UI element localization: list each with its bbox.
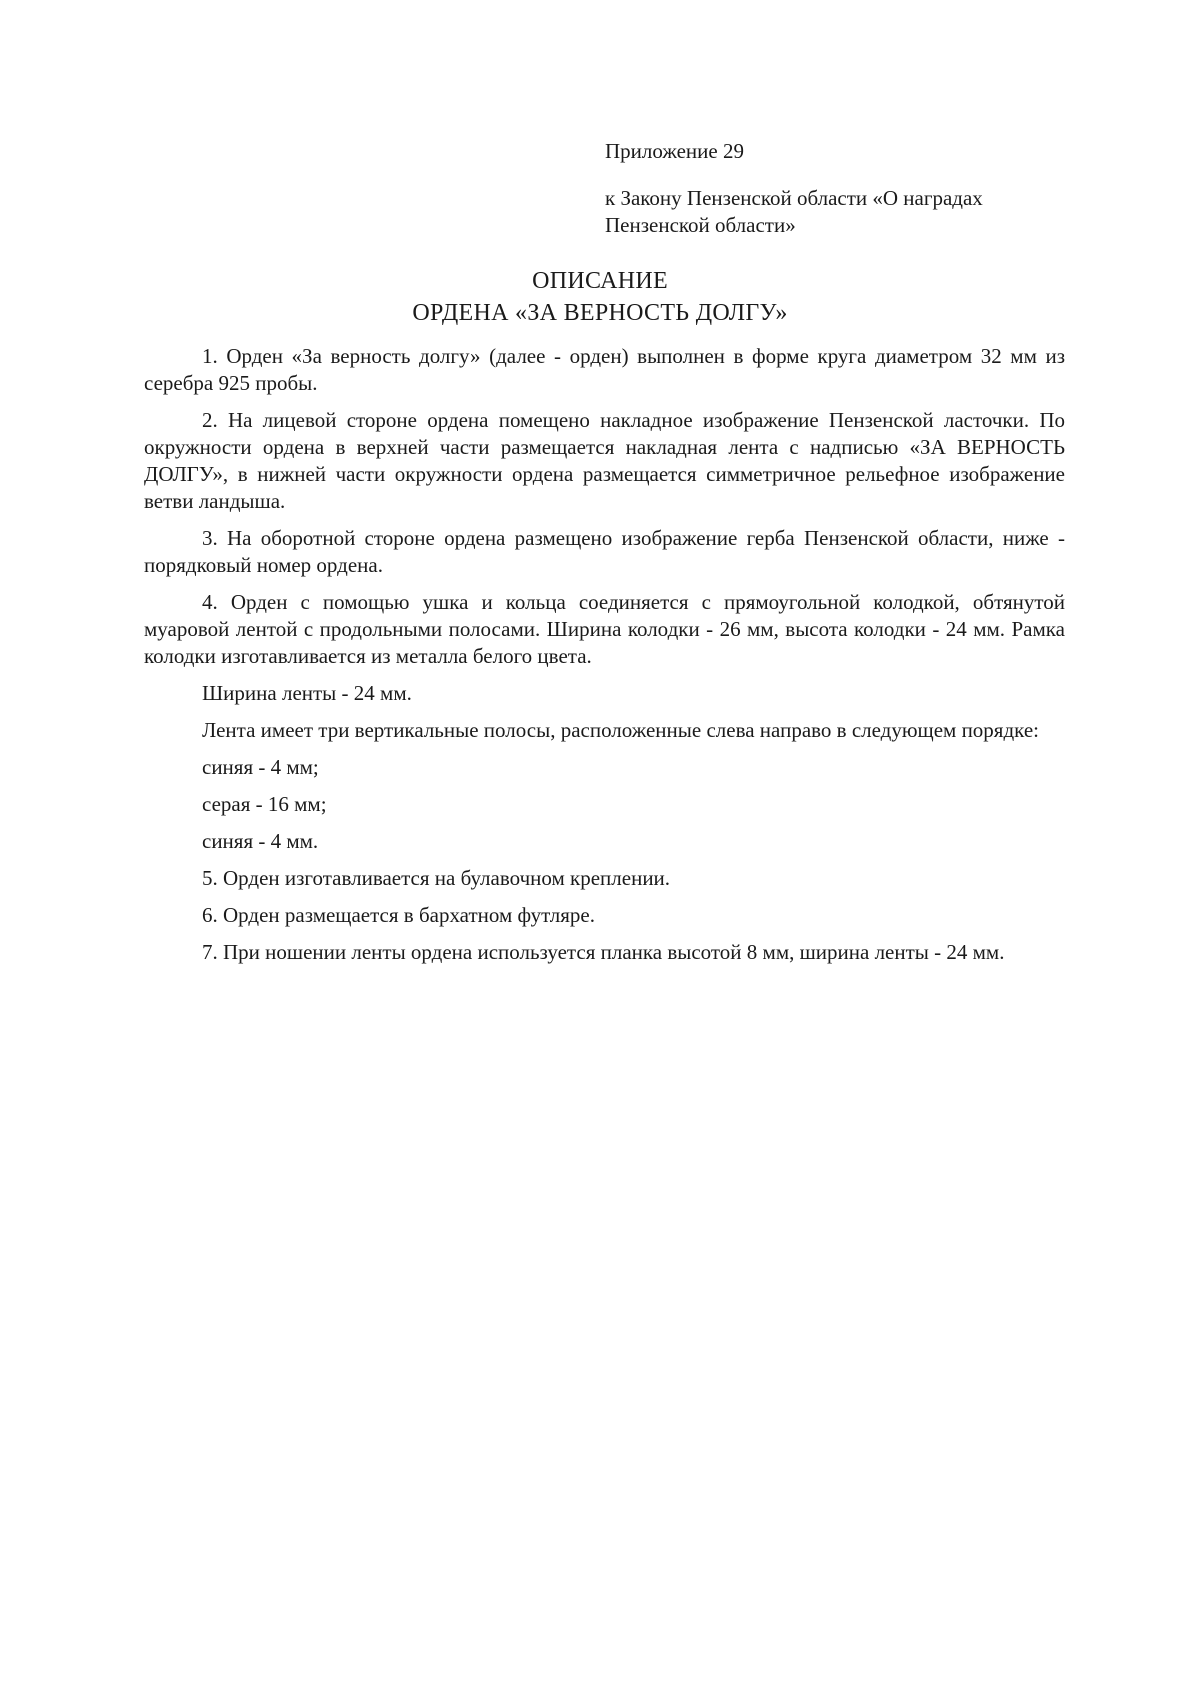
appendix-law-line-2: Пензенской области» [605,213,796,237]
paragraph-ribbon-width: Ширина ленты - 24 мм. [202,681,412,705]
title-line-2: ОРДЕНА «ЗА ВЕРНОСТЬ ДОЛГУ» [412,300,788,326]
appendix-law-line-1: к Закону Пензенской области «О наградах [605,186,983,210]
document-title [0,265,1200,329]
stripe-item-2: серая - 16 мм; [202,792,327,816]
title-line-1: ОПИСАНИЕ [532,268,668,294]
document-body [144,343,1065,976]
appendix-block [605,138,1075,239]
paragraph-3: 3. На оборотной стороне ордена размещено изображение герба Пензенской области, ниже - порядковый номер ордена. [144,526,1065,577]
appendix-number: Приложение 29 [605,139,744,163]
paragraph-1: 1. Орден «За верность долгу» (далее - орден) выполнен в форме круга диаметром 32 мм из серебра 925 пробы. [144,344,1065,395]
stripe-item-1: синяя - 4 мм; [202,755,319,779]
paragraph-4: 4. Орден с помощью ушка и кольца соединяется с прямоугольной колодкой, обтянутой муаровой лентой с продольными полосами. Ширина колодки - 26 мм, высота колодки - 24 мм. Рамка колодки изготавливается из металла белого цвета. [144,590,1065,668]
paragraph-6: 6. Орден размещается в бархатном футляре. [202,903,595,927]
paragraph-5: 5. Орден изготавливается на булавочном креплении. [202,866,671,890]
stripe-item-3: синяя - 4 мм. [202,829,319,853]
paragraph-7: 7. При ношении ленты ордена используется планка высотой 8 мм, ширина ленты - 24 мм. [202,940,1005,964]
paragraph-2: 2. На лицевой стороне ордена помещено накладное изображение Пензенской ласточки. По окружности ордена в верхней части размещается накладная лента с надписью «ЗА ВЕРНОСТЬ ДОЛГУ», в нижней части окружности ордена размещается симметричное рельефное изображение ветви ландыша. [144,408,1065,513]
paragraph-ribbon-stripes: Лента имеет три вертикальные полосы, расположенные слева направо в следующем порядке: [202,718,1039,742]
